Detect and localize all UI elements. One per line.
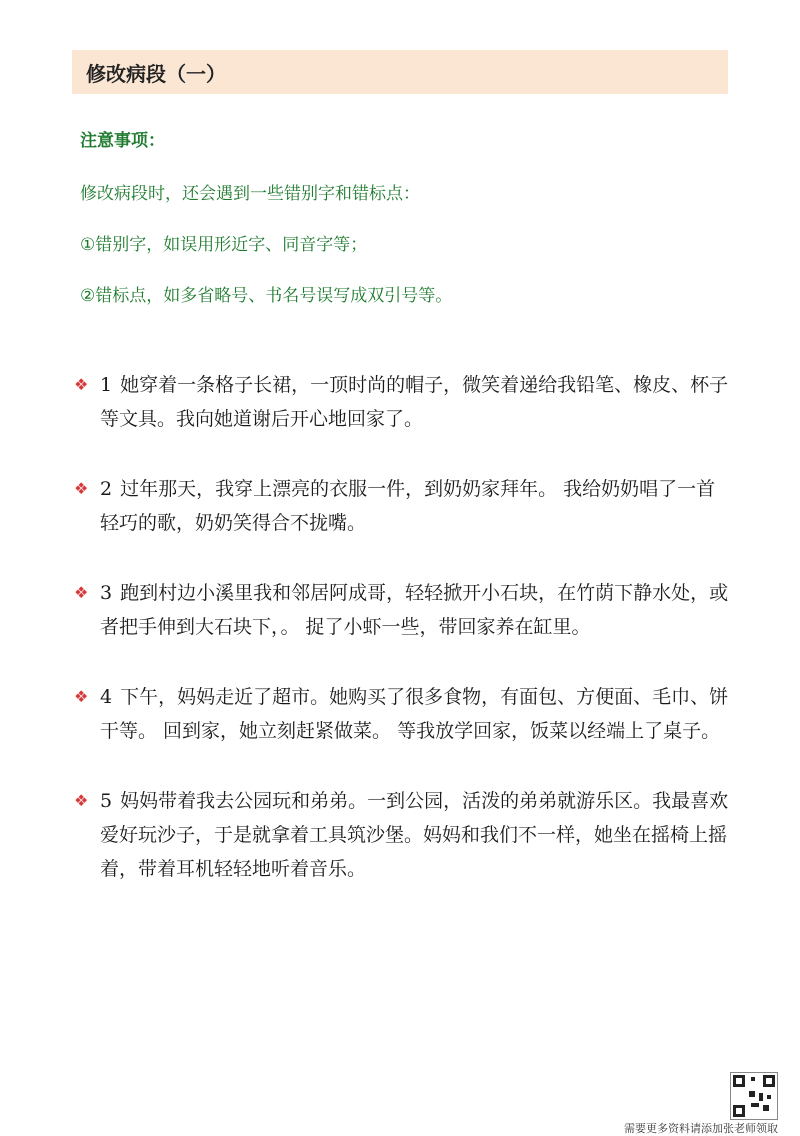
exercise-number: 2 (100, 478, 113, 500)
exercise-text (100, 576, 734, 644)
exercise-number: 1 (100, 374, 113, 396)
exercise-item (74, 368, 734, 436)
exercise-body: 跑到村边小溪里我和邻居阿成哥，轻轻掀开小石块，在竹荫下静水处，或者把手伸到大石块下，。 捉了小虾一些，带回家养在缸里。 (100, 582, 729, 638)
qr-code-icon (730, 1072, 778, 1120)
note-line: ①错别字，如误用形近字、同音字等； (80, 235, 368, 255)
exercise-body: 过年那天，我穿上漂亮的衣服一件，到奶奶家拜年。 我给奶奶唱了一首轻巧的歌，奶奶笑得合不拢嘴。 (100, 478, 716, 534)
title-banner (72, 50, 728, 94)
note-line: ②错标点，如多省略号、书名号误写成双引号等。 (80, 286, 453, 306)
exercise-list (74, 368, 734, 922)
exercise-number: 5 (100, 790, 113, 812)
exercise-text (100, 368, 734, 436)
exercise-body: 下午，妈妈走近了超市。她购买了很多食物，有面包、方便面、毛巾、饼干等。 回到家，她立刻赶紧做菜。 等我放学回家，饭菜以经端上了桌子。 (100, 686, 729, 742)
footer (624, 1072, 778, 1135)
notes-title: 注意事项： (80, 131, 165, 151)
page-title: 修改病段（一） (86, 61, 226, 86)
exercise-item (74, 472, 734, 540)
exercise-number: 4 (100, 686, 113, 708)
notes-section (80, 126, 720, 332)
diamond-bullet-icon: ❖ (74, 479, 89, 498)
exercise-text (100, 784, 734, 886)
exercise-body: 妈妈带着我去公园玩和弟弟。一到公园，活泼的弟弟就游乐区。我最喜欢爱好玩沙子，于是就拿着工具筑沙堡。妈妈和我们不一样，她坐在摇椅上摇着，带着耳机轻轻地听着音乐。 (100, 790, 729, 880)
exercise-number: 3 (100, 582, 113, 604)
exercise-item (74, 576, 734, 644)
exercise-item (74, 784, 734, 886)
exercise-body: 她穿着一条格子长裙，一顶时尚的帽子，微笑着递给我铅笔、橡皮、杯子等文具。我向她道谢后开心地回家了。 (100, 374, 729, 430)
exercise-text (100, 472, 734, 540)
footer-note: 需要更多资料请添加张老师领取 (624, 1122, 778, 1135)
diamond-bullet-icon: ❖ (74, 375, 89, 394)
exercise-item (74, 680, 734, 748)
note-line: 修改病段时，还会遇到一些错别字和错标点： (80, 184, 420, 204)
diamond-bullet-icon: ❖ (74, 583, 89, 602)
diamond-bullet-icon: ❖ (74, 687, 89, 706)
exercise-text (100, 680, 734, 748)
diamond-bullet-icon: ❖ (74, 791, 89, 810)
